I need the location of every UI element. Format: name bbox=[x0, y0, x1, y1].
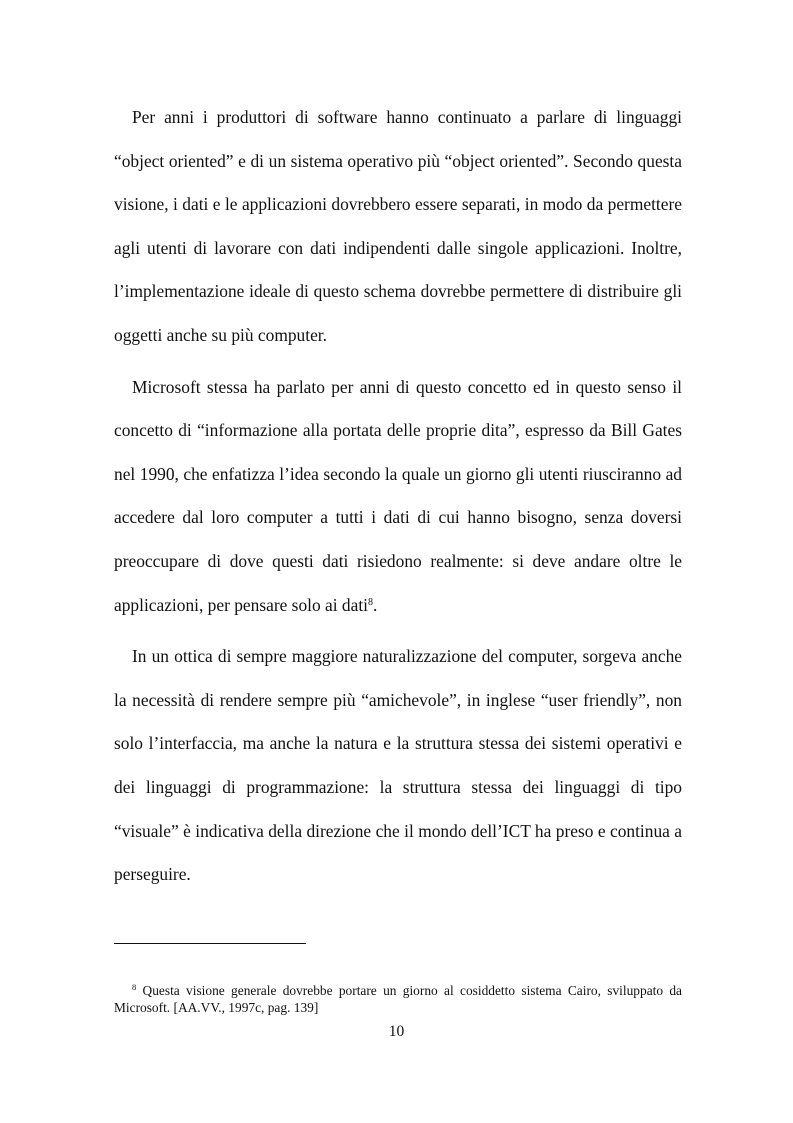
footnote-marker: 8 bbox=[132, 982, 137, 992]
footnote-text: Questa visione generale dovrebbe portare un giorno al cosiddetto sistema Cairo, sviluppato da Microsoft. [AA.VV., 1997c, pag. 139] bbox=[114, 983, 682, 1015]
paragraph-3 bbox=[114, 635, 682, 897]
paragraph-1-text: Per anni i produttori di software hanno continuato a parlare di linguaggi “object oriented” e di un sistema operativo più “object oriented”. Secondo questa visione, i dati e le applicazioni dovrebbero essere separati, in modo da permettere agli utenti di lavorare con dati indipendenti dalle singole applicazioni. Inoltre, l’implementazione ideale di questo schema dovrebbe permettere di distribuire gli oggetti anche su più computer. bbox=[114, 107, 682, 345]
paragraph-2 bbox=[114, 366, 682, 628]
paragraph-2-text: Microsoft stessa ha parlato per anni di questo concetto ed in questo senso il concetto di “informazione alla portata delle proprie dita”, espresso da Bill Gates nel 1990, che enfatizza l’idea secondo la quale un giorno gli utenti riusciranno ad accedere dal loro computer a tutti i dati di cui hanno bisogno, senza doversi preoccupare di dove questi dati risiedono realmente: si deve andare oltre le applicazioni, per pensare solo ai dati bbox=[114, 376, 682, 615]
paragraph-2-end: . bbox=[373, 594, 378, 615]
paragraph-1 bbox=[114, 96, 682, 358]
paragraph-3-text: In un ottica di sempre maggiore naturalizzazione del computer, sorgeva anche la necessità di rendere sempre più “amichevole”, in inglese “user friendly”, non solo l’interfaccia, ma anche la natura e la struttura stessa dei sistemi operativi e dei linguaggi di programmazione: la struttura stessa dei linguaggi di tipo “visuale” è indicativa della direzione che il mondo dell’ICT ha preso e continua a perseguire. bbox=[114, 646, 682, 885]
footnote-reference-8[interactable]: 8 bbox=[368, 596, 373, 608]
footnote-separator bbox=[114, 943, 306, 944]
body-text bbox=[114, 96, 682, 897]
page-number: 10 bbox=[388, 1023, 405, 1040]
footnote-8 bbox=[114, 982, 682, 1016]
